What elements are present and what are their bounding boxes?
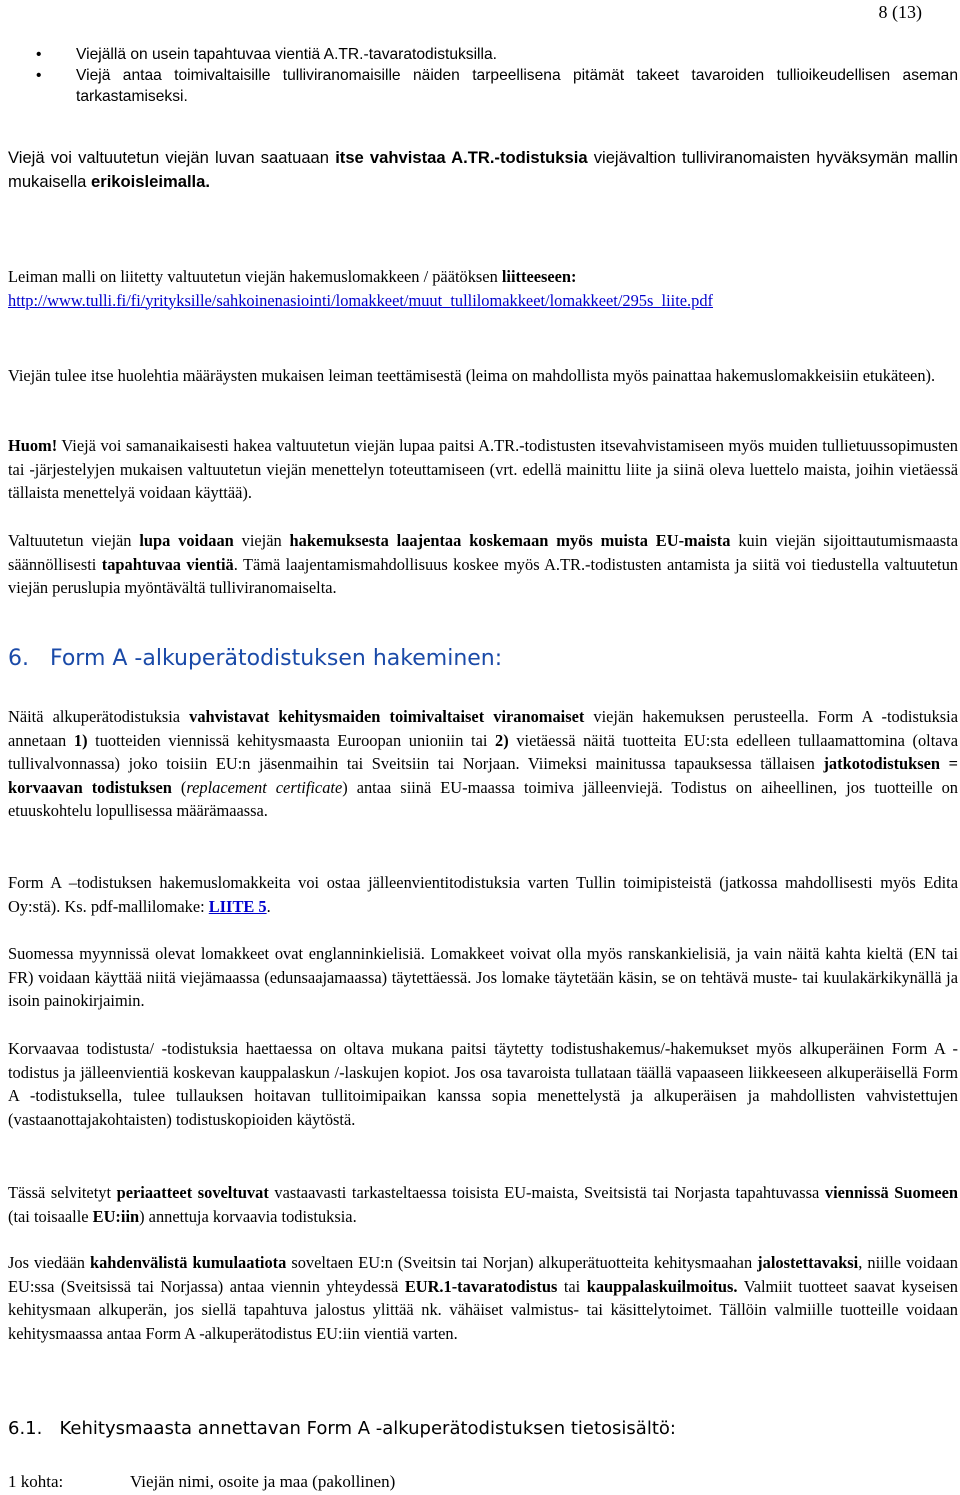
bullet-list <box>8 44 958 107</box>
attachment-5-link[interactable]: LIITE 5 <box>208 896 267 916</box>
paragraph-form-a-intro: Näitä alkuperätodistuksia vahvistavat kehitysmaiden toimivaltaiset viranomaiset viejän hakemuksen perusteella. Form A -todistuksia annetaan 1) tuotteiden viennissä kehitysmaasta Euroopan unioniin tai 2) vietäessä näitä tuotteita EU:sta edelleen tullaamattomina (oltava tullivalvonnassa) joko toisiin EU:n jäsenmaihin tai Sveitsiin tai Norjaan. Viimeksi mainitussa tapauksessa tällaisen jatkotodistuksen = korvaavan todistuksen (replacement certificate) antaa siinä EU-maassa toimiva jälleenviejä. Todistus on aiheellinen, jos tuotteille on etuuskohtelu lopullisessa määrämaassa. <box>8 707 959 821</box>
paragraph-replacement-certificates: Korvaavaa todistusta/ -todistuksia haettaessa on oltava mukana paitsi täytetty todistushakemus/-hakemukset myös alkuperäinen Form A -todistus ja jälleenvientiä koskevan kauppalaskun /-laskujen kopiot. Jos osa tavaroista tullataan täällä vapaaseen liikkeeseen alkuperäisellä Form A -todistuksella, tulee tullauksen hoitavan tullitoimipaikan kanssa sopia menettelystä ja alkuperäisen ja mahdollisten vahvistettujen (vastaanottajakohtaisten) todistuskopioiden käytöstä. <box>8 1039 958 1129</box>
page-number: 8 (13) <box>878 2 922 22</box>
paragraph-form-languages: Suomessa myynnissä olevat lomakkeet ovat englanninkielisiä. Lomakkeet voivat olla myös ranskankielisiä, ja vain näitä kahta kieltä (EN tai FR) voidaan käyttää niitä viejämaassa (edunsaajamaassa) täytettäessä. Jos lomake täytetään käsin, se on tehtävä muste- tai kuulakärkikynällä ja isoin painokirjaimin. <box>8 944 958 1011</box>
paragraph-application-forms: Form A –todistuksen hakemuslomakkeita voi ostaa jälleenvientitodistuksia varten Tullin toimipisteistä (jatkossa mahdollisesti myös Edita Oy:stä). Ks. pdf-mallilomake: LIITE 5. <box>8 873 958 916</box>
list-item <box>8 65 958 107</box>
paragraph-note: Huom! Viejä voi samanaikaisesti hakea valtuutetun viejän lupaa paitsi A.TR.-todistusten itsevahvistamiseen myös muiden tullietuussopimusten tai -järjestelyjen mukaisen valtuutetun viejän menettelyn toteuttamiseen (vrt. edellä mainittu liite ja siinä oleva luettelo maista, joihin vietäessä tällaista menettelyä voidaan käyttää). <box>8 436 958 503</box>
paragraph-stamp-responsibility: Viejän tulee itse huolehtia määräysten mukaisen leiman teettämisestä (leima on mahdollista myös painattaa hakemuslomakkeisiin etukäteen). <box>8 366 936 385</box>
list-item-text: Viejä antaa toimivaltaisille tulliviranomaisille näiden tarpeellisena pitämät takeet tavaroiden tullioikeudellisen aseman tarkastamiseksi. <box>76 67 958 105</box>
bullet-icon: • <box>36 46 42 63</box>
field-label: 1 kohta: <box>8 1472 64 1491</box>
stamp-model-link[interactable]: http://www.tulli.fi/fi/yrityksille/sahkoinenasiointi/lomakkeet/muut_tullilomakkeet/lomakkeet/295s_liite.pdf <box>8 290 713 310</box>
bullet-icon: • <box>36 67 42 84</box>
paragraph-cumulation: Jos viedään kahdenvälistä kumulaatiota soveltaen EU:n (Sveitsin tai Norjan) alkuperätuotteita kehitysmaahan jalostettavaksi, niille voidaan EU:ssa (Sveitsissä tai Norjassa) antaa viennin yhteydessä EUR.1-tavaratodistus tai kauppalaskuilmoitus. Valmiit tuotteet saavat kyseisen kehitysmaan alkuperän, jos siellä tapahtuva jalostus ylittää nk. vähäiset valmistus- tai käsittelytoimet. Tällöin valmiille tuotteille voidaan kehitysmaassa antaa Form A -alkuperätodistus EU:iin vientiä varten. <box>8 1253 958 1343</box>
section-heading-6: 6. Form A -alkuperätodistuksen hakeminen: <box>8 646 503 671</box>
field-row-1 <box>8 1471 395 1493</box>
paragraph-license-extension: Valtuutetun viejän lupa voidaan viejän hakemuksesta laajentaa koskemaan myös muista EU-maista kuin viejän sijoittautumismaasta säännöllisesti tapahtuvaa vientiä. Tämä laajentamismahdollisuus koskee myös A.TR.-todistusten antamista ja siitä voi tiedustella valtuutetun viejän peruslupia myöntävältä tulliviranomaiselta. <box>8 531 958 598</box>
paragraph-principles: Tässä selvitetyt periaatteet soveltuvat vastaavasti tarkasteltaessa toisista EU-maista, Sveitsistä tai Norjasta tapahtuvassa viennissä Suomeen (tai toisaalle EU:iin) annettuja korvaavia todistuksia. <box>8 1183 959 1226</box>
field-description: Viejän nimi, osoite ja maa (pakollinen) <box>130 1472 396 1491</box>
list-item-text: Viejällä on usein tapahtuvaa vientiä A.TR.-tavaratodistuksilla. <box>76 46 497 63</box>
paragraph-stamp-model: Leiman malli on liitetty valtuutetun viejän hakemuslomakkeen / päätöksen liitteeseen: http://www.tulli.fi/fi/yrityksille/sahkoinenasiointi/lomakkeet/muut_tullilomakkeet/lomakkeet/295s_liite.pdf <box>8 267 713 310</box>
list-item <box>8 44 958 65</box>
paragraph-self-certification: Viejä voi valtuutetun viejän luvan saatuaan itse vahvistaa A.TR.-todistuksia viejävaltion tulliviranomaisten hyväksymän mallin mukaisella erikoisleimalla. <box>8 148 959 191</box>
section-heading-6-1: 6.1. Kehitysmaasta annettavan Form A -alkuperätodistuksen tietosisältö: <box>8 1418 676 1439</box>
